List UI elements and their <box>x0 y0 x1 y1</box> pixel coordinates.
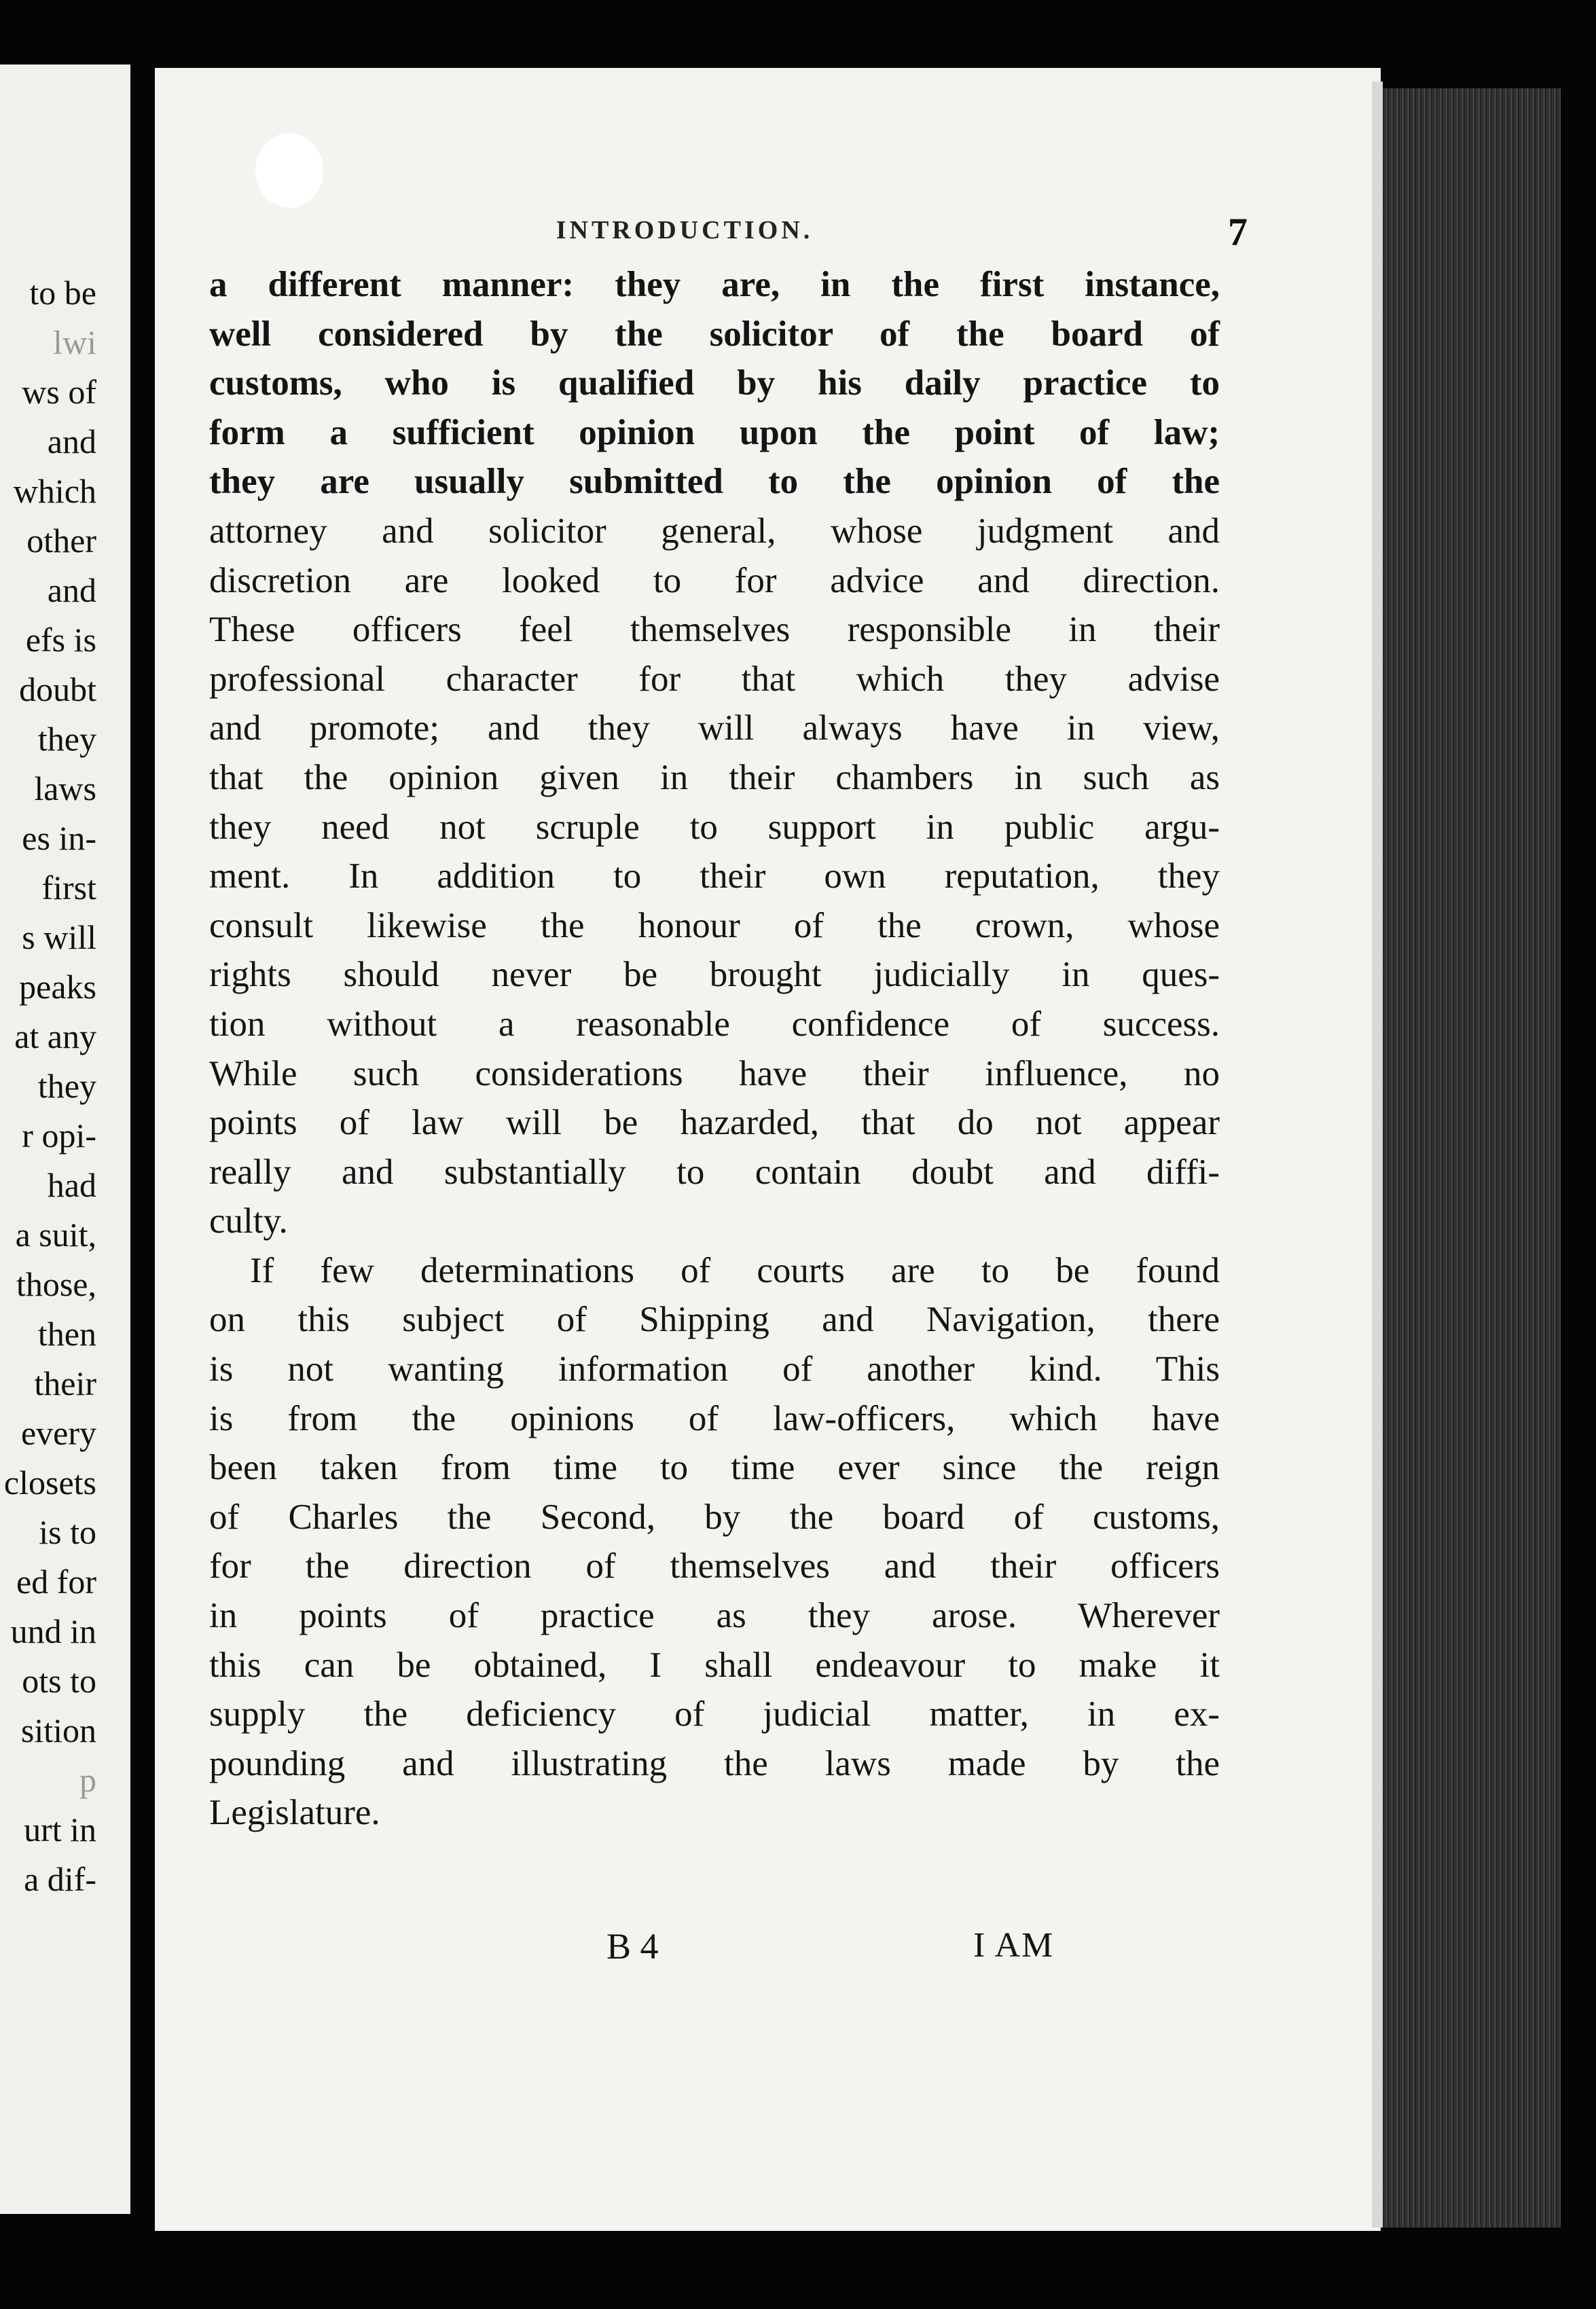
text-line: supply the deficiency of judicial matter, in ex- <box>209 1694 1220 1734</box>
left-page-fragment: doubt <box>19 670 96 708</box>
left-page-fragment: and <box>47 422 96 460</box>
left-page-fragment: efs is <box>25 621 96 659</box>
text-line: this can be obtained, I shall endeavour to make it <box>209 1645 1220 1685</box>
left-page-fragment: their <box>34 1364 96 1402</box>
left-page-fragment: ed for <box>16 1563 96 1601</box>
text-line: form a sufficient opinion upon the point of law; <box>209 412 1220 452</box>
left-page-fragment: a suit, <box>15 1216 96 1254</box>
left-page-fragment: es in- <box>22 819 96 857</box>
left-page-fragment: they <box>37 720 96 758</box>
text-line: well considered by the solicitor of the board of <box>209 314 1220 354</box>
left-page-fragment: then <box>37 1315 96 1353</box>
text-line: While such considerations have their influence, no <box>209 1053 1220 1093</box>
page-number: 7 <box>1228 210 1248 254</box>
left-page-fragment: ots to <box>22 1662 96 1700</box>
text-line: discretion are looked to for advice and direction. <box>209 560 1220 600</box>
text-line: consult likewise the honour of the crown, whose <box>209 905 1220 945</box>
text-line: points of law will be hazarded, that do not appear <box>209 1103 1220 1143</box>
text-line: and promote; and they will always have in view, <box>209 708 1220 748</box>
text-line: a different manner: they are, in the first instance, <box>209 265 1220 304</box>
text-line: in points of practice as they arose. Wherever <box>209 1596 1220 1636</box>
left-page-fragment: s will <box>22 918 96 956</box>
text-line: customs, who is qualified by his daily practice to <box>209 363 1220 403</box>
text-line: that the opinion given in their chambers in such as <box>209 757 1220 797</box>
left-page-fragment: peaks <box>19 968 96 1006</box>
left-page-fragment: those, <box>16 1265 96 1303</box>
text-line: rights should never be brought judicially in ques- <box>209 955 1220 995</box>
text-line: Legislature. <box>209 1793 380 1833</box>
signature-mark: B 4 <box>606 1926 659 1967</box>
text-line: been taken from time to time ever since the reign <box>209 1448 1220 1488</box>
left-page-fragment: lwi <box>53 323 96 361</box>
left-page-fragment: urt in <box>24 1811 96 1849</box>
left-page-fragment: and <box>47 571 96 609</box>
left-page-fragment: which <box>13 472 96 510</box>
left-page-fragment: laws <box>34 769 96 807</box>
left-page-fragment: every <box>20 1414 96 1452</box>
paper-stain <box>255 133 323 208</box>
left-page-fragment: r opi- <box>22 1116 96 1154</box>
text-line: for the direction of themselves and their officers <box>209 1546 1220 1586</box>
text-line: attorney and solicitor general, whose judgment and <box>209 511 1220 551</box>
text-line: professional character for that which they advise <box>209 659 1220 699</box>
left-page-fragment: sition <box>20 1711 96 1749</box>
left-page-fragment: p <box>79 1761 96 1799</box>
left-page-fragment: first <box>41 869 96 907</box>
left-page-fragment: und in <box>10 1612 96 1650</box>
left-page-fragment: to be <box>29 274 96 312</box>
left-page-fragment: at any <box>14 1017 96 1055</box>
text-line: is not wanting information of another kind. This <box>209 1349 1220 1389</box>
catchword: I AM <box>973 1926 1055 1965</box>
running-head: INTRODUCTION. <box>556 216 814 244</box>
left-page-fragment: is to <box>39 1513 96 1551</box>
left-page-fragment: had <box>47 1166 96 1204</box>
text-line: These officers feel themselves responsible in their <box>209 610 1220 650</box>
left-page-fragment: closets <box>3 1463 96 1502</box>
text-line: ment. In addition to their own reputation, they <box>209 856 1220 896</box>
text-line: pounding and illustrating the laws made by the <box>209 1743 1220 1783</box>
left-page-fragment: other <box>26 522 96 560</box>
text-line: is from the opinions of law-officers, which have <box>209 1398 1220 1438</box>
text-line: they are usually submitted to the opinion of the <box>209 462 1220 502</box>
text-line: culty. <box>209 1201 288 1241</box>
book-fore-edge <box>1383 88 1561 2228</box>
left-page-fragment: they <box>37 1067 96 1105</box>
body-text <box>209 260 1220 1838</box>
left-page-fragment: a dif- <box>24 1860 96 1898</box>
left-page <box>0 65 130 2214</box>
text-line: on this subject of Shipping and Navigation, there <box>209 1300 1220 1340</box>
text-line: of Charles the Second, by the board of customs, <box>209 1497 1220 1537</box>
page-edge <box>1372 81 1383 2228</box>
text-line: If few determinations of courts are to be found <box>250 1250 1220 1290</box>
text-line: really and substantially to contain doubt and diffi- <box>209 1152 1220 1192</box>
main-page <box>155 68 1381 2231</box>
text-line: tion without a reasonable confidence of success. <box>209 1004 1220 1044</box>
left-page-fragment: ws of <box>22 373 96 411</box>
text-line: they need not scruple to support in public argu- <box>209 807 1220 847</box>
